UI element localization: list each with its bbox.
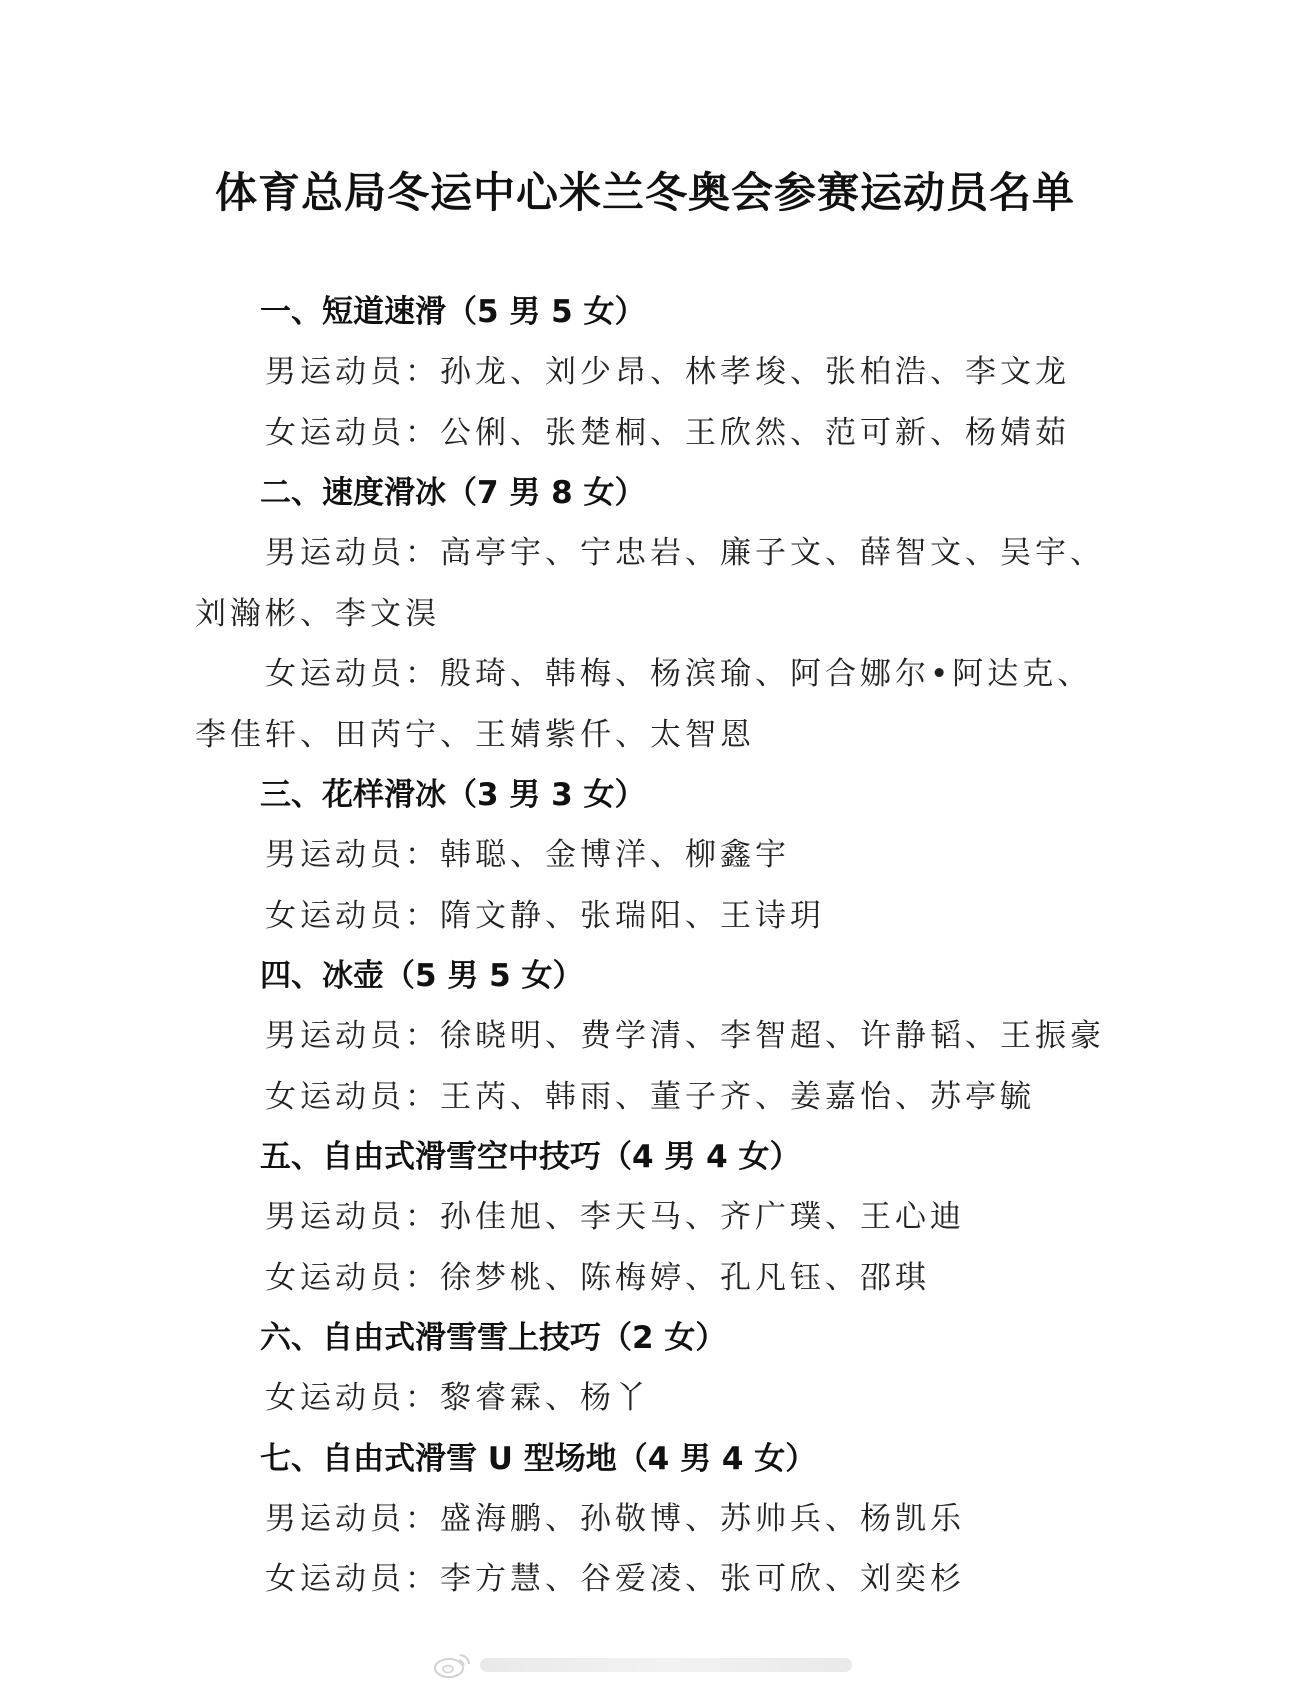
athlete-names: 黎睿霖、杨丫 <box>440 1380 650 1416</box>
role-label: 男运动员： <box>265 1199 440 1235</box>
section-freestyle-halfpipe <box>195 1429 1125 1610</box>
female-athletes-line <box>195 1549 1125 1610</box>
male-athletes-line <box>195 1006 1125 1067</box>
role-label: 女运动员： <box>265 1561 440 1597</box>
role-label: 女运动员： <box>265 414 440 451</box>
female-athletes-line <box>195 403 1125 464</box>
athlete-names: 隋文静、张瑞阳、王诗玥 <box>440 897 825 934</box>
watermark-text-blur <box>480 1658 852 1672</box>
athlete-names: 徐晓明、费学清、李智超、许静韬、王振豪 <box>440 1018 1105 1054</box>
role-label: 女运动员： <box>265 1380 440 1416</box>
role-label: 男运动员： <box>265 535 440 571</box>
section-short-track <box>195 282 1125 463</box>
male-athletes-line <box>195 1489 1125 1550</box>
female-athletes-line <box>195 644 1125 765</box>
page-title: 体育总局冬运中心米兰冬奥会参赛运动员名单 <box>214 168 1075 217</box>
athlete-names: 韩聪、金博洋、柳鑫宇 <box>440 837 790 873</box>
role-label: 男运动员： <box>265 354 440 390</box>
role-label: 男运动员： <box>265 837 440 873</box>
athlete-names: 徐梦桃、陈梅婷、孔凡钰、邵琪 <box>440 1259 930 1296</box>
role-label: 女运动员： <box>265 1259 440 1296</box>
male-athletes-line <box>195 1187 1125 1248</box>
role-label: 男运动员： <box>265 1018 440 1054</box>
athlete-names: 孙龙、刘少昂、林孝埈、张柏浩、李文龙 <box>440 354 1070 390</box>
section-heading: 六、自由式滑雪雪上技巧（2 女） <box>260 1320 727 1356</box>
role-label: 女运动员： <box>265 656 440 692</box>
section-freestyle-moguls <box>195 1308 1125 1429</box>
athlete-names: 李方慧、谷爱凌、张可欣、刘奕杉 <box>440 1561 965 1597</box>
section-speed-skating <box>195 463 1125 765</box>
female-athletes-line <box>195 1248 1125 1309</box>
female-athletes-line <box>195 1067 1125 1128</box>
athlete-names: 公俐、张楚桐、王欣然、范可新、杨婧茹 <box>440 414 1070 451</box>
section-heading: 二、速度滑冰（7 男 8 女） <box>260 475 646 511</box>
watermark <box>432 1648 852 1682</box>
female-athletes-line <box>195 886 1125 947</box>
athlete-names: 高亭宇、宁忠岩、廉子文、薛智文、吴宇、刘瀚彬、李文淏 <box>195 535 1105 632</box>
section-freestyle-aerials <box>195 1127 1125 1308</box>
male-athletes-line <box>195 523 1125 644</box>
male-athletes-line <box>195 342 1125 403</box>
weibo-logo-icon <box>432 1651 472 1679</box>
athlete-names: 盛海鹏、孙敬博、苏帅兵、杨凯乐 <box>440 1500 965 1537</box>
section-figure-skating <box>195 765 1125 946</box>
role-label: 女运动员： <box>265 1078 440 1115</box>
female-athletes-line <box>195 1368 1125 1429</box>
athlete-names: 王芮、韩雨、董子齐、姜嘉怡、苏亭毓 <box>440 1078 1035 1115</box>
male-athletes-line <box>195 825 1125 886</box>
section-curling <box>195 946 1125 1127</box>
athlete-names: 殷琦、韩梅、杨滨瑜、阿合娜尔•阿达克、李佳轩、田芮宁、王婧紫仟、太智恩 <box>195 656 1093 753</box>
section-heading: 四、冰壶（5 男 5 女） <box>260 958 584 994</box>
athlete-names: 孙佳旭、李天马、齐广璞、王心迪 <box>440 1199 965 1235</box>
role-label: 男运动员： <box>265 1500 440 1537</box>
section-heading: 三、花样滑冰（3 男 3 女） <box>260 777 646 813</box>
section-heading: 五、自由式滑雪空中技巧（4 男 4 女） <box>260 1139 801 1175</box>
role-label: 女运动员： <box>265 897 440 934</box>
section-heading: 七、自由式滑雪 U 型场地（4 男 4 女） <box>260 1440 817 1477</box>
athlete-roster <box>195 282 1125 1610</box>
section-heading: 一、短道速滑（5 男 5 女） <box>260 294 646 330</box>
